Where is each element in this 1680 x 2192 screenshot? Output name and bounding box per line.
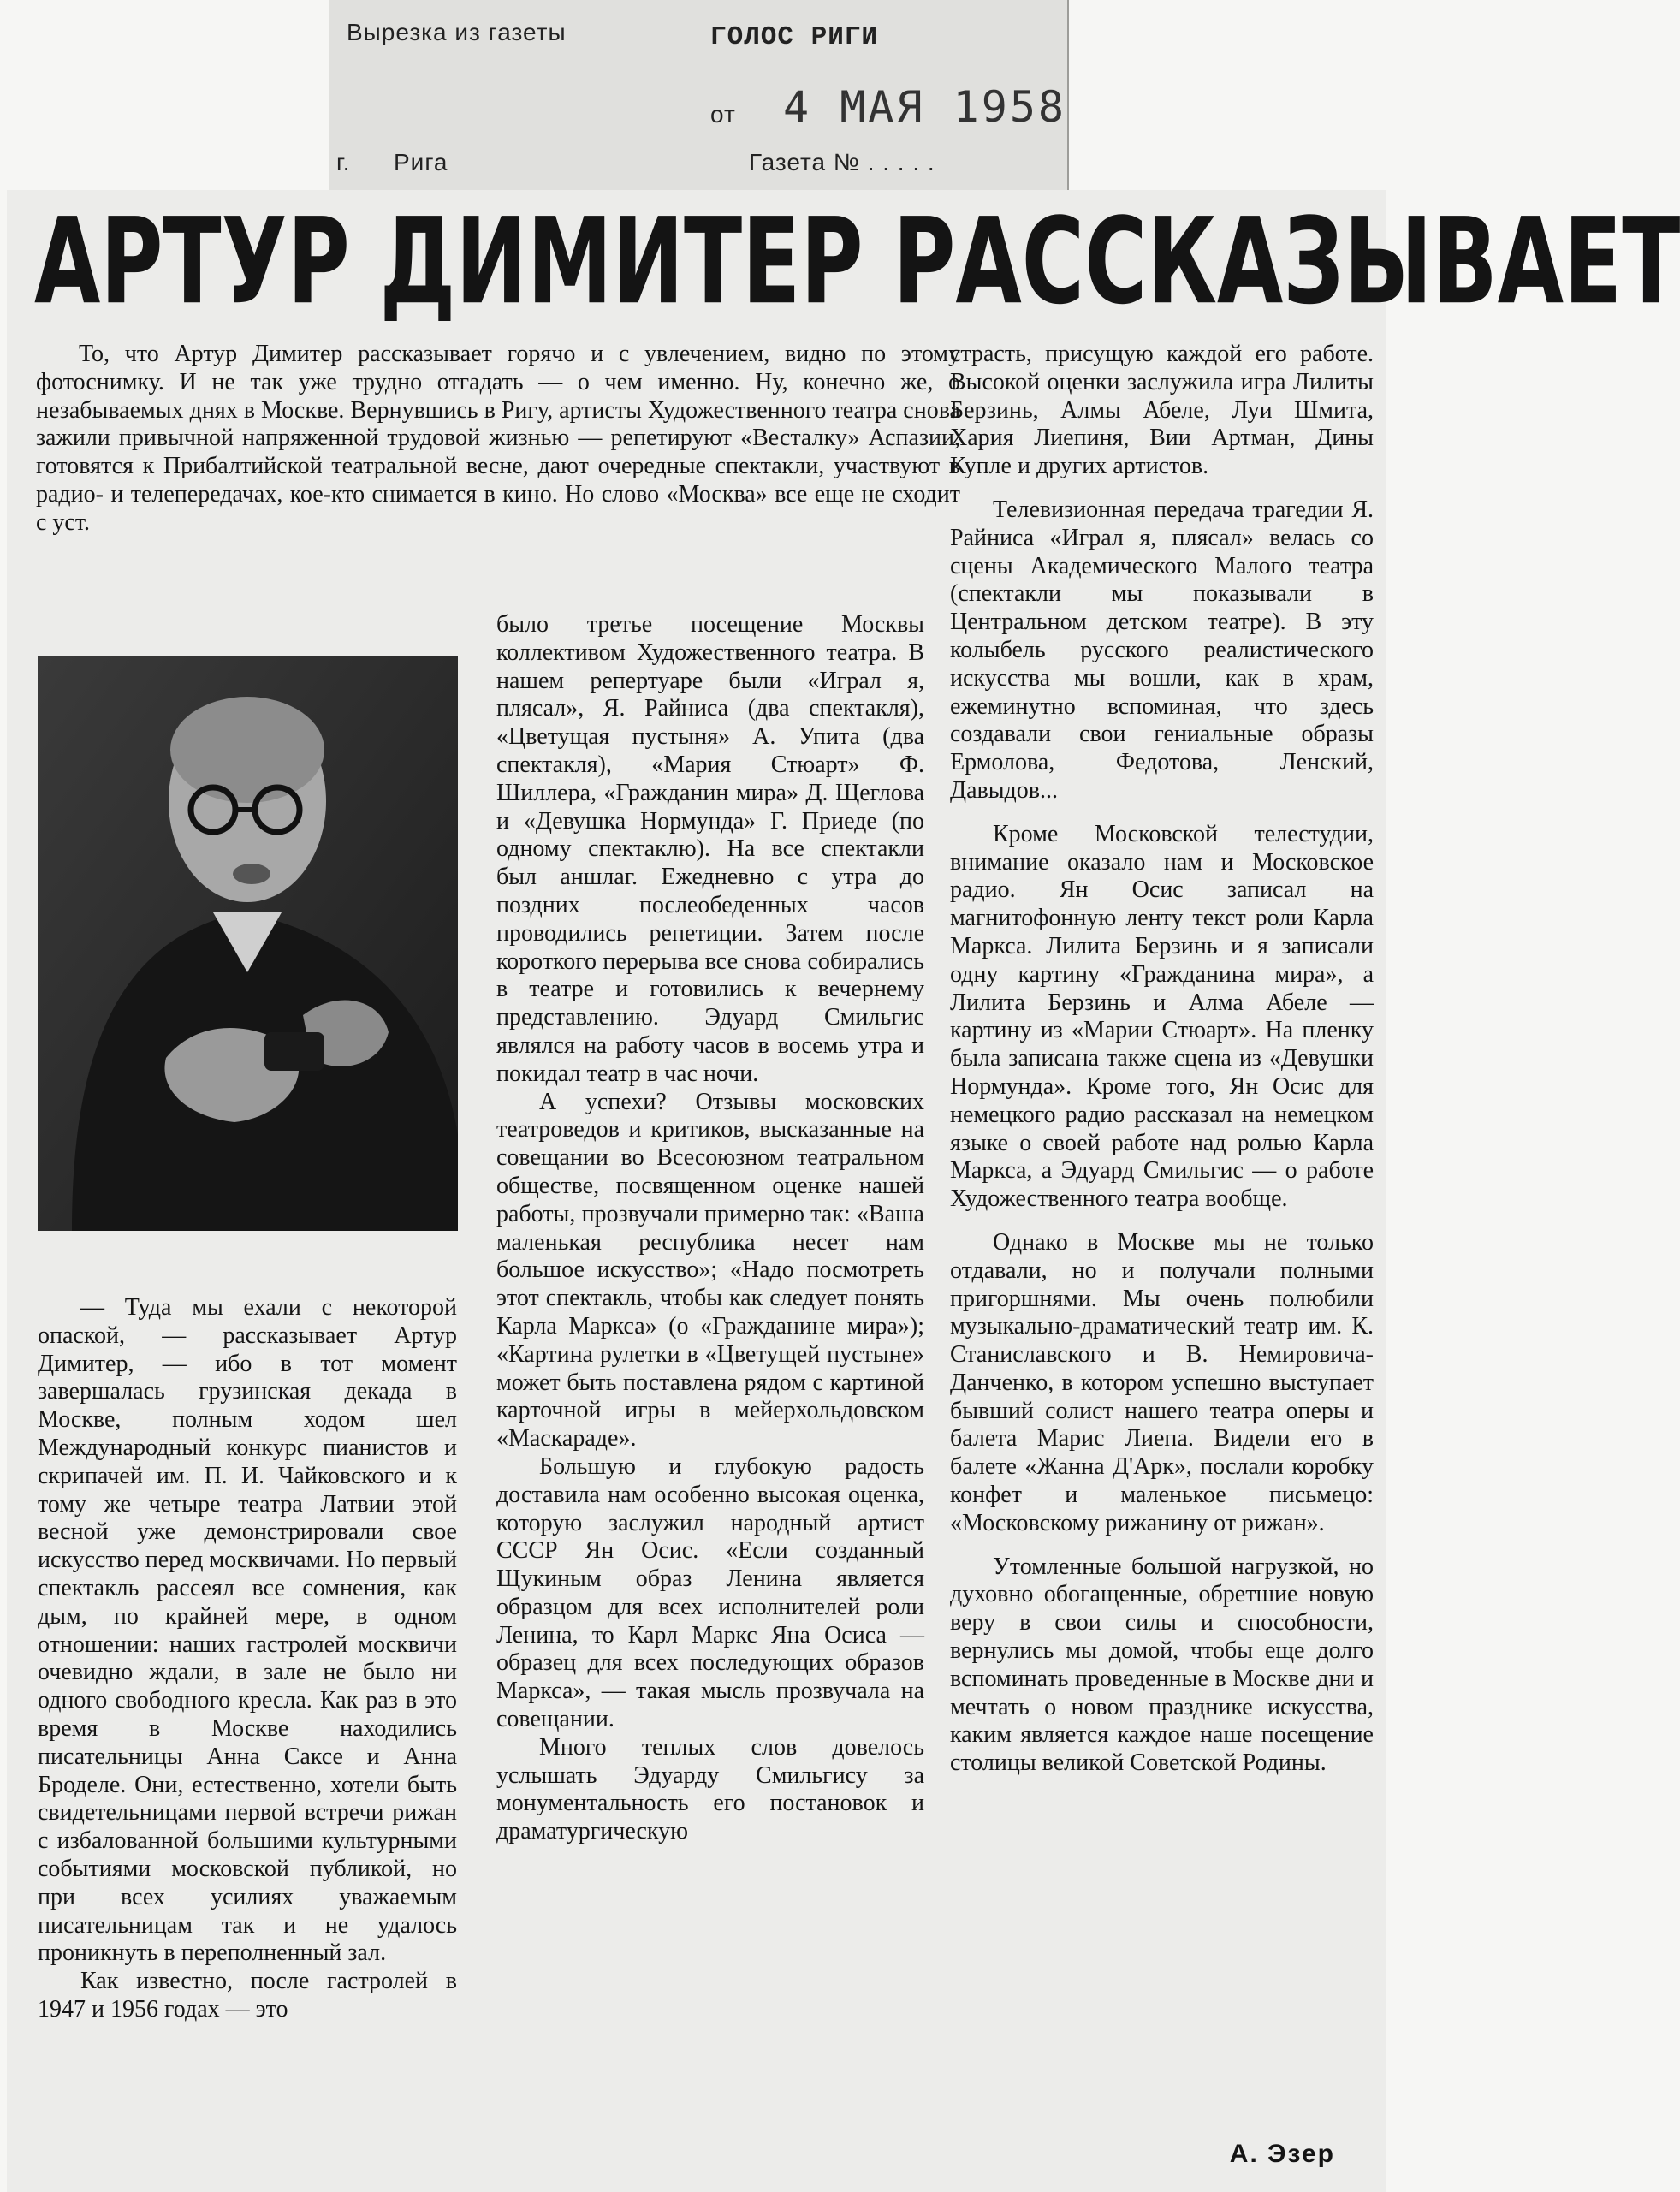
lead-paragraph [36,341,960,538]
column-1 [38,1294,457,2024]
newspaper-name: ГОЛОС РИГИ [710,22,879,52]
column-2-paragraph: А успехи? Отзывы московских театроведов и критиков, высказанные на совещании во Всесоюзном театральном обществе, посвященном оценке нашей работы, прозвучали примерно так: «Ваша маленькая республика несет нам большое искусство»; «Надо посмотреть этот спектакль, чтобы как следует понять Карла Маркса» (о «Гражданине мира»); «Картина рулетки в «Цветущей пустыне» может быть поставлена рядом с картиной карточной игры в мейерхольдовском «Маскараде». [496,1088,924,1452]
column-2-paragraph: Много теплых слов довелось услышать Эдуарду Смильгису за монументальность его постановок и драматургическую [496,1733,924,1845]
column-3-paragraph: Кроме Московской телестудии, внимание оказало нам и Московское радио. Ян Осис записал на магнитофонную ленту текст роли Карла Маркса. Лилита Берзинь и я записали одну картину «Гражданина мира», а Лилита Берзинь и Алма Абеле — картину из «Марии Стюарт». На пленку была записана также сцена из «Девушки Нормунда». Кроме того, Ян Осис для немецкого радио рассказал на немецком языке о своей работе над ролью Карла Маркса, а Эдуард Смильгис — о работе Художественного театра вообще. [950,820,1374,1213]
stamp-city-label: г. [336,149,351,175]
column-2-paragraph: было третье посещение Москвы коллективом Художественного театра. В нашем репертуаре были «Играл я, плясал», Я. Райниса (два спектакля), «Цветущая пустыня» А. Упита (два спектакля), «Мария Стюарт» Ф. Шиллера, «Гражданин мира» Д. Щеглова и «Девушка Нормунда» Г. Приеде (по одному спектаклю). На все спектакли был аншлаг. Ежедневно с утра до поздних послеобеденных часов проводились репетиции. Затем после короткого перерыва все снова собирались в театре и готовились к вечернему представлению. Эдуард Смильгис являлся на работу часов в восемь утра и покидал театр в час ночи. [496,611,924,1087]
stamp-city: Рига [394,149,448,175]
column-3-paragraph: Телевизионная передача трагедии Я. Райниса «Играл я, плясал» велась со сцены Академического Малого театра (спектакли мы показывали в Центральном детском театре). В эту колыбель русского реалистического искусства мы вошли, как в храм, ежеминутно вспоминая, что здесь создавали свои гениальные образы Ермолова, Федотова, Ленский, Давыдов... [950,496,1374,804]
column-2-paragraph: Большую и глубокую радость доставила нам особенно высокая оценка, которую заслужил народный артист СССР Ян Осис. «Если созданный Щукиным образ Ленина является образцом для всех исполнителей роли Ленина, то Карл Маркс Яна Осиса — образец для всех последующих образов Маркса», — такая мысль прозвучала на совещании. [496,1452,924,1733]
clipping-stamp [329,0,1069,191]
stamp-date: 4 МАЯ 1958 [783,82,1067,132]
headline: АРТУР ДИМИТЕР РАССКАЗЫВАЕТ [34,193,1680,331]
stamp-label: Вырезка из газеты [347,19,567,45]
column-3 [950,341,1374,1778]
portrait-illustration [38,656,458,1231]
column-2 [496,611,924,1846]
column-3-paragraph: Однако в Москве мы не только отдавали, но и получали полными пригоршнями. Мы очень полюбили музыкально-драматический театр им. К. Станиславского и В. Немировича-Данченко, в котором успешно выступает бывший солист нашего театра оперы и балета Марис Лиепа. Видели его в балете «Жанна Д'Арк», послали коробку конфет и маленькое письмецо: «Московскому рижанину от рижан». [950,1228,1374,1536]
column-3-paragraph: Утомленные большой нагрузкой, но духовно обогащенные, обретшие новую веру в свои силы и способности, вернулись мы домой, чтобы еще долго вспоминать проведенные в Москве дни и мечтать о новом празднике искусства, каким является каждое наше посещение столицы великой Советской Родины. [950,1553,1374,1777]
lead-text: То, что Артур Димитер рассказывает горячо и с увлечением, видно по этому фотоснимку. И не так уже трудно отгадать — о чем именно. Ну, конечно же, о незабываемых днях в Москве. Вернувшись в Ригу, артисты Художественного театра снова зажили привычной напряженной трудовой жизнью — репетируют «Весталку» Аспазии, готовятся к Прибалтийской театральной весне, дают очередные спектакли, участвуют в радио- и телепередачах, кое-кто снимается в кино. Но слово «Москва» все еще не сходит с уст. [36,341,960,536]
column-3-paragraph: страсть, присущую каждой его работе. Высокой оценки заслужила игра Лилиты Берзинь, Алмы Абеле, Луи Шмита, Хария Лиепиня, Вии Артман, Дины Купле и других артистов. [950,341,1374,480]
portrait-photo [38,656,458,1231]
author-signature: А. Эзер [1229,2140,1335,2168]
column-1-paragraph: — Туда мы ехали с некоторой опаской, — рассказывает Артур Димитер, — ибо в тот момент завершалась грузинская декада в Москве, полным ходом шел Международный конкурс пианистов и скрипачей им. П. И. Чайковского и к тому же четыре театра Латвии этой весной уже демонстрировали свое искусство перед москвичами. Но первый спектакль рассеял все сомнения, как дым, по крайней мере, в одном отношении: наших гастролей москвичи очевидно ждали, в зале не было ни одного свободного кресла. Как раз в это время в Москве находились писательницы Анна Саксе и Анна Броделе. Они, естественно, хотели быть свидетельницами первой встречи рижан с избалованной большими культурными событиями московской публикой, но при всех усилиях уважаемым писательницам так и не удалось проникнуть в переполненный зал. [38,1294,457,1967]
column-1-paragraph: Как известно, после гастролей в 1947 и 1956 годах — это [38,1968,457,2023]
stamp-from-label: от [710,101,736,128]
stamp-issue: Газета № . . . . . [749,149,935,175]
